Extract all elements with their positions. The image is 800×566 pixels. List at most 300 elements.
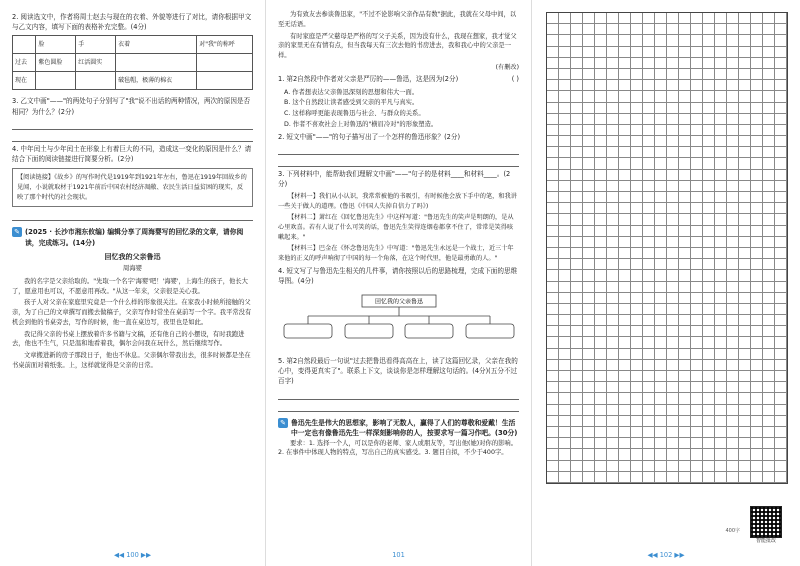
grid-cell[interactable]	[751, 237, 763, 248]
grid-cell[interactable]	[703, 58, 715, 69]
grid-cell[interactable]	[751, 91, 763, 102]
grid-cell[interactable]	[547, 315, 559, 326]
grid-cell[interactable]	[715, 282, 727, 293]
grid-cell[interactable]	[715, 304, 727, 315]
grid-cell[interactable]	[667, 203, 679, 214]
grid-cell[interactable]	[763, 382, 775, 393]
grid-cell[interactable]	[547, 259, 559, 270]
grid-cell[interactable]	[655, 24, 667, 35]
grid-cell[interactable]	[655, 158, 667, 169]
grid-cell[interactable]	[667, 103, 679, 114]
grid-cell[interactable]	[655, 461, 667, 472]
grid-cell[interactable]	[691, 326, 703, 337]
grid-cell[interactable]	[679, 416, 691, 427]
grid-cell[interactable]	[739, 147, 751, 158]
grid-cell[interactable]	[655, 405, 667, 416]
grid-cell[interactable]	[607, 461, 619, 472]
grid-cell[interactable]	[655, 449, 667, 460]
table-cell[interactable]	[76, 72, 116, 90]
grid-cell[interactable]	[619, 147, 631, 158]
grid-cell[interactable]	[631, 170, 643, 181]
grid-cell[interactable]	[595, 158, 607, 169]
grid-cell[interactable]	[739, 382, 751, 393]
grid-cell[interactable]	[775, 103, 787, 114]
grid-cell[interactable]	[703, 214, 715, 225]
grid-cell[interactable]	[679, 58, 691, 69]
grid-cell[interactable]	[751, 270, 763, 281]
grid-cell[interactable]	[751, 461, 763, 472]
grid-cell[interactable]	[727, 337, 739, 348]
grid-cell[interactable]	[739, 69, 751, 80]
grid-cell[interactable]	[775, 24, 787, 35]
grid-cell[interactable]	[595, 13, 607, 24]
grid-cell[interactable]	[607, 147, 619, 158]
grid-cell[interactable]	[607, 35, 619, 46]
grid-cell[interactable]	[727, 427, 739, 438]
grid-cell[interactable]	[727, 214, 739, 225]
grid-cell[interactable]	[691, 13, 703, 24]
grid-cell[interactable]	[607, 13, 619, 24]
grid-cell[interactable]	[607, 393, 619, 404]
grid-cell[interactable]	[751, 214, 763, 225]
grid-cell[interactable]	[631, 125, 643, 136]
grid-cell[interactable]	[559, 326, 571, 337]
grid-cell[interactable]	[607, 349, 619, 360]
grid-cell[interactable]	[691, 35, 703, 46]
grid-cell[interactable]	[547, 158, 559, 169]
grid-cell[interactable]	[727, 315, 739, 326]
grid-cell[interactable]	[703, 203, 715, 214]
grid-cell[interactable]	[763, 181, 775, 192]
grid-cell[interactable]	[715, 360, 727, 371]
grid-cell[interactable]	[547, 226, 559, 237]
grid-cell[interactable]	[679, 114, 691, 125]
grid-cell[interactable]	[751, 449, 763, 460]
grid-cell[interactable]	[691, 24, 703, 35]
grid-cell[interactable]	[595, 461, 607, 472]
grid-cell[interactable]	[703, 349, 715, 360]
grid-cell[interactable]	[727, 416, 739, 427]
grid-cell[interactable]	[631, 371, 643, 382]
grid-cell[interactable]	[751, 438, 763, 449]
grid-cell[interactable]	[739, 293, 751, 304]
grid-cell[interactable]	[727, 24, 739, 35]
grid-cell[interactable]	[775, 349, 787, 360]
grid-cell[interactable]	[727, 114, 739, 125]
grid-cell[interactable]	[631, 405, 643, 416]
grid-cell[interactable]	[595, 35, 607, 46]
grid-cell[interactable]	[739, 47, 751, 58]
grid-cell[interactable]	[607, 449, 619, 460]
mind-map-blank-box[interactable]	[466, 324, 514, 338]
grid-cell[interactable]	[715, 270, 727, 281]
grid-cell[interactable]	[571, 47, 583, 58]
grid-cell[interactable]	[751, 103, 763, 114]
grid-cell[interactable]	[607, 91, 619, 102]
grid-cell[interactable]	[607, 80, 619, 91]
grid-cell[interactable]	[775, 13, 787, 24]
grid-cell[interactable]	[607, 416, 619, 427]
grid-cell[interactable]	[571, 382, 583, 393]
grid-cell[interactable]	[547, 326, 559, 337]
grid-cell[interactable]	[607, 472, 619, 483]
grid-cell[interactable]	[703, 371, 715, 382]
grid-cell[interactable]	[763, 282, 775, 293]
grid-cell[interactable]	[727, 136, 739, 147]
grid-cell[interactable]	[739, 282, 751, 293]
grid-cell[interactable]	[739, 349, 751, 360]
grid-cell[interactable]	[547, 293, 559, 304]
grid-cell[interactable]	[607, 47, 619, 58]
grid-cell[interactable]	[643, 371, 655, 382]
grid-cell[interactable]	[547, 405, 559, 416]
grid-cell[interactable]	[547, 282, 559, 293]
grid-cell[interactable]	[559, 282, 571, 293]
grid-cell[interactable]	[703, 427, 715, 438]
grid-cell[interactable]	[619, 13, 631, 24]
grid-cell[interactable]	[751, 315, 763, 326]
grid-cell[interactable]	[727, 248, 739, 259]
grid-cell[interactable]	[703, 237, 715, 248]
grid-cell[interactable]	[763, 158, 775, 169]
grid-cell[interactable]	[751, 58, 763, 69]
grid-cell[interactable]	[703, 158, 715, 169]
grid-cell[interactable]	[583, 35, 595, 46]
answer-line[interactable]	[12, 211, 253, 221]
grid-cell[interactable]	[643, 13, 655, 24]
grid-cell[interactable]	[583, 203, 595, 214]
grid-cell[interactable]	[763, 13, 775, 24]
grid-cell[interactable]	[703, 181, 715, 192]
grid-cell[interactable]	[583, 315, 595, 326]
grid-cell[interactable]	[715, 69, 727, 80]
grid-cell[interactable]	[715, 315, 727, 326]
grid-cell[interactable]	[643, 304, 655, 315]
grid-cell[interactable]	[559, 13, 571, 24]
grid-cell[interactable]	[583, 125, 595, 136]
grid-cell[interactable]	[655, 248, 667, 259]
grid-cell[interactable]	[715, 114, 727, 125]
grid-cell[interactable]	[739, 259, 751, 270]
grid-cell[interactable]	[703, 393, 715, 404]
grid-cell[interactable]	[763, 136, 775, 147]
grid-cell[interactable]	[739, 416, 751, 427]
grid-cell[interactable]	[559, 270, 571, 281]
grid-cell[interactable]	[547, 427, 559, 438]
grid-cell[interactable]	[607, 214, 619, 225]
grid-cell[interactable]	[679, 192, 691, 203]
grid-cell[interactable]	[607, 170, 619, 181]
grid-cell[interactable]	[727, 47, 739, 58]
grid-cell[interactable]	[571, 416, 583, 427]
grid-cell[interactable]	[727, 382, 739, 393]
grid-cell[interactable]	[691, 270, 703, 281]
grid-cell[interactable]	[547, 270, 559, 281]
grid-cell[interactable]	[619, 360, 631, 371]
grid-cell[interactable]	[691, 382, 703, 393]
grid-cell[interactable]	[691, 103, 703, 114]
grid-cell[interactable]	[547, 349, 559, 360]
grid-cell[interactable]	[751, 80, 763, 91]
grid-cell[interactable]	[703, 114, 715, 125]
grid-cell[interactable]	[619, 203, 631, 214]
grid-cell[interactable]	[727, 147, 739, 158]
grid-cell[interactable]	[739, 13, 751, 24]
grid-cell[interactable]	[571, 158, 583, 169]
essay-writing-grid[interactable]	[546, 12, 788, 484]
grid-cell[interactable]	[595, 270, 607, 281]
grid-cell[interactable]	[667, 91, 679, 102]
grid-cell[interactable]	[667, 438, 679, 449]
grid-cell[interactable]	[679, 282, 691, 293]
grid-cell[interactable]	[739, 136, 751, 147]
grid-cell[interactable]	[631, 461, 643, 472]
grid-cell[interactable]	[631, 69, 643, 80]
grid-cell[interactable]	[631, 393, 643, 404]
grid-cell[interactable]	[751, 114, 763, 125]
grid-cell[interactable]	[715, 472, 727, 483]
grid-cell[interactable]	[679, 214, 691, 225]
grid-cell[interactable]	[703, 304, 715, 315]
grid-cell[interactable]	[583, 259, 595, 270]
grid-cell[interactable]	[631, 24, 643, 35]
grid-cell[interactable]	[667, 24, 679, 35]
grid-cell[interactable]	[667, 360, 679, 371]
grid-cell[interactable]	[571, 24, 583, 35]
answer-line[interactable]	[278, 157, 519, 167]
grid-cell[interactable]	[679, 147, 691, 158]
grid-cell[interactable]	[739, 393, 751, 404]
grid-cell[interactable]	[739, 91, 751, 102]
grid-cell[interactable]	[667, 461, 679, 472]
grid-cell[interactable]	[775, 472, 787, 483]
grid-cell[interactable]	[583, 237, 595, 248]
grid-cell[interactable]	[715, 226, 727, 237]
grid-cell[interactable]	[559, 393, 571, 404]
grid-cell[interactable]	[667, 293, 679, 304]
grid-cell[interactable]	[583, 371, 595, 382]
grid-cell[interactable]	[763, 24, 775, 35]
grid-cell[interactable]	[559, 293, 571, 304]
grid-cell[interactable]	[595, 147, 607, 158]
grid-cell[interactable]	[655, 270, 667, 281]
grid-cell[interactable]	[679, 382, 691, 393]
grid-cell[interactable]	[619, 114, 631, 125]
grid-cell[interactable]	[559, 427, 571, 438]
grid-cell[interactable]	[775, 181, 787, 192]
grid-cell[interactable]	[595, 248, 607, 259]
table-cell[interactable]	[197, 54, 253, 72]
grid-cell[interactable]	[739, 24, 751, 35]
grid-cell[interactable]	[763, 461, 775, 472]
grid-cell[interactable]	[727, 270, 739, 281]
grid-cell[interactable]	[715, 393, 727, 404]
grid-cell[interactable]	[559, 69, 571, 80]
grid-cell[interactable]	[643, 472, 655, 483]
grid-cell[interactable]	[559, 136, 571, 147]
grid-cell[interactable]	[703, 337, 715, 348]
grid-cell[interactable]	[763, 416, 775, 427]
grid-cell[interactable]	[583, 293, 595, 304]
grid-cell[interactable]	[643, 181, 655, 192]
grid-cell[interactable]	[547, 416, 559, 427]
grid-cell[interactable]	[643, 226, 655, 237]
grid-cell[interactable]	[559, 214, 571, 225]
grid-cell[interactable]	[667, 337, 679, 348]
grid-cell[interactable]	[691, 405, 703, 416]
grid-cell[interactable]	[715, 237, 727, 248]
grid-cell[interactable]	[763, 427, 775, 438]
grid-cell[interactable]	[727, 293, 739, 304]
grid-cell[interactable]	[619, 382, 631, 393]
option-b[interactable]: B. 这个自然段让读者感受到父亲的平凡与真实。	[284, 99, 419, 107]
grid-cell[interactable]	[691, 226, 703, 237]
grid-cell[interactable]	[739, 438, 751, 449]
grid-cell[interactable]	[595, 282, 607, 293]
grid-cell[interactable]	[619, 472, 631, 483]
grid-cell[interactable]	[715, 349, 727, 360]
grid-cell[interactable]	[631, 226, 643, 237]
grid-cell[interactable]	[751, 226, 763, 237]
grid-cell[interactable]	[571, 80, 583, 91]
grid-cell[interactable]	[643, 416, 655, 427]
grid-cell[interactable]	[619, 449, 631, 460]
grid-cell[interactable]	[619, 371, 631, 382]
grid-cell[interactable]	[691, 69, 703, 80]
grid-cell[interactable]	[559, 170, 571, 181]
grid-cell[interactable]	[595, 438, 607, 449]
grid-cell[interactable]	[763, 304, 775, 315]
grid-cell[interactable]	[643, 461, 655, 472]
grid-cell[interactable]	[691, 337, 703, 348]
grid-cell[interactable]	[775, 270, 787, 281]
grid-cell[interactable]	[679, 371, 691, 382]
grid-cell[interactable]	[559, 337, 571, 348]
grid-cell[interactable]	[643, 393, 655, 404]
grid-cell[interactable]	[655, 360, 667, 371]
grid-cell[interactable]	[679, 91, 691, 102]
grid-cell[interactable]	[619, 125, 631, 136]
grid-cell[interactable]	[583, 192, 595, 203]
grid-cell[interactable]	[679, 13, 691, 24]
grid-cell[interactable]	[727, 237, 739, 248]
grid-cell[interactable]	[583, 114, 595, 125]
grid-cell[interactable]	[751, 349, 763, 360]
grid-cell[interactable]	[607, 337, 619, 348]
grid-cell[interactable]	[559, 226, 571, 237]
grid-cell[interactable]	[667, 181, 679, 192]
grid-cell[interactable]	[583, 13, 595, 24]
grid-cell[interactable]	[655, 192, 667, 203]
grid-cell[interactable]	[571, 293, 583, 304]
grid-cell[interactable]	[775, 170, 787, 181]
grid-cell[interactable]	[583, 103, 595, 114]
grid-cell[interactable]	[679, 24, 691, 35]
grid-cell[interactable]	[691, 438, 703, 449]
grid-cell[interactable]	[643, 293, 655, 304]
grid-cell[interactable]	[751, 136, 763, 147]
grid-cell[interactable]	[691, 282, 703, 293]
grid-cell[interactable]	[691, 91, 703, 102]
grid-cell[interactable]	[667, 47, 679, 58]
grid-cell[interactable]	[715, 438, 727, 449]
grid-cell[interactable]	[571, 449, 583, 460]
grid-cell[interactable]	[727, 259, 739, 270]
grid-cell[interactable]	[715, 13, 727, 24]
grid-cell[interactable]	[691, 203, 703, 214]
grid-cell[interactable]	[691, 416, 703, 427]
grid-cell[interactable]	[547, 147, 559, 158]
grid-cell[interactable]	[595, 382, 607, 393]
grid-cell[interactable]	[595, 214, 607, 225]
grid-cell[interactable]	[655, 13, 667, 24]
grid-cell[interactable]	[775, 248, 787, 259]
grid-cell[interactable]	[727, 203, 739, 214]
grid-cell[interactable]	[727, 103, 739, 114]
grid-cell[interactable]	[715, 405, 727, 416]
grid-cell[interactable]	[667, 304, 679, 315]
grid-cell[interactable]	[679, 103, 691, 114]
grid-cell[interactable]	[547, 472, 559, 483]
grid-cell[interactable]	[679, 125, 691, 136]
grid-cell[interactable]	[715, 158, 727, 169]
grid-cell[interactable]	[727, 449, 739, 460]
grid-cell[interactable]	[607, 158, 619, 169]
grid-cell[interactable]	[715, 125, 727, 136]
grid-cell[interactable]	[655, 393, 667, 404]
grid-cell[interactable]	[667, 416, 679, 427]
grid-cell[interactable]	[643, 405, 655, 416]
grid-cell[interactable]	[631, 136, 643, 147]
grid-cell[interactable]	[571, 237, 583, 248]
grid-cell[interactable]	[631, 214, 643, 225]
grid-cell[interactable]	[679, 203, 691, 214]
grid-cell[interactable]	[691, 80, 703, 91]
grid-cell[interactable]	[619, 47, 631, 58]
grid-cell[interactable]	[547, 248, 559, 259]
grid-cell[interactable]	[655, 58, 667, 69]
grid-cell[interactable]	[751, 24, 763, 35]
grid-cell[interactable]	[691, 461, 703, 472]
grid-cell[interactable]	[583, 416, 595, 427]
grid-cell[interactable]	[691, 393, 703, 404]
grid-cell[interactable]	[775, 80, 787, 91]
grid-cell[interactable]	[595, 47, 607, 58]
grid-cell[interactable]	[619, 349, 631, 360]
grid-cell[interactable]	[595, 237, 607, 248]
grid-cell[interactable]	[727, 170, 739, 181]
grid-cell[interactable]	[571, 147, 583, 158]
grid-cell[interactable]	[583, 158, 595, 169]
grid-cell[interactable]	[763, 405, 775, 416]
grid-cell[interactable]	[583, 91, 595, 102]
grid-cell[interactable]	[775, 382, 787, 393]
grid-cell[interactable]	[571, 91, 583, 102]
grid-cell[interactable]	[547, 24, 559, 35]
grid-cell[interactable]	[739, 192, 751, 203]
grid-cell[interactable]	[643, 136, 655, 147]
grid-cell[interactable]	[643, 103, 655, 114]
grid-cell[interactable]	[751, 181, 763, 192]
grid-cell[interactable]	[571, 472, 583, 483]
grid-cell[interactable]	[715, 58, 727, 69]
grid-cell[interactable]	[667, 282, 679, 293]
grid-cell[interactable]	[595, 293, 607, 304]
grid-cell[interactable]	[775, 214, 787, 225]
grid-cell[interactable]	[703, 472, 715, 483]
grid-cell[interactable]	[619, 259, 631, 270]
grid-cell[interactable]	[703, 449, 715, 460]
